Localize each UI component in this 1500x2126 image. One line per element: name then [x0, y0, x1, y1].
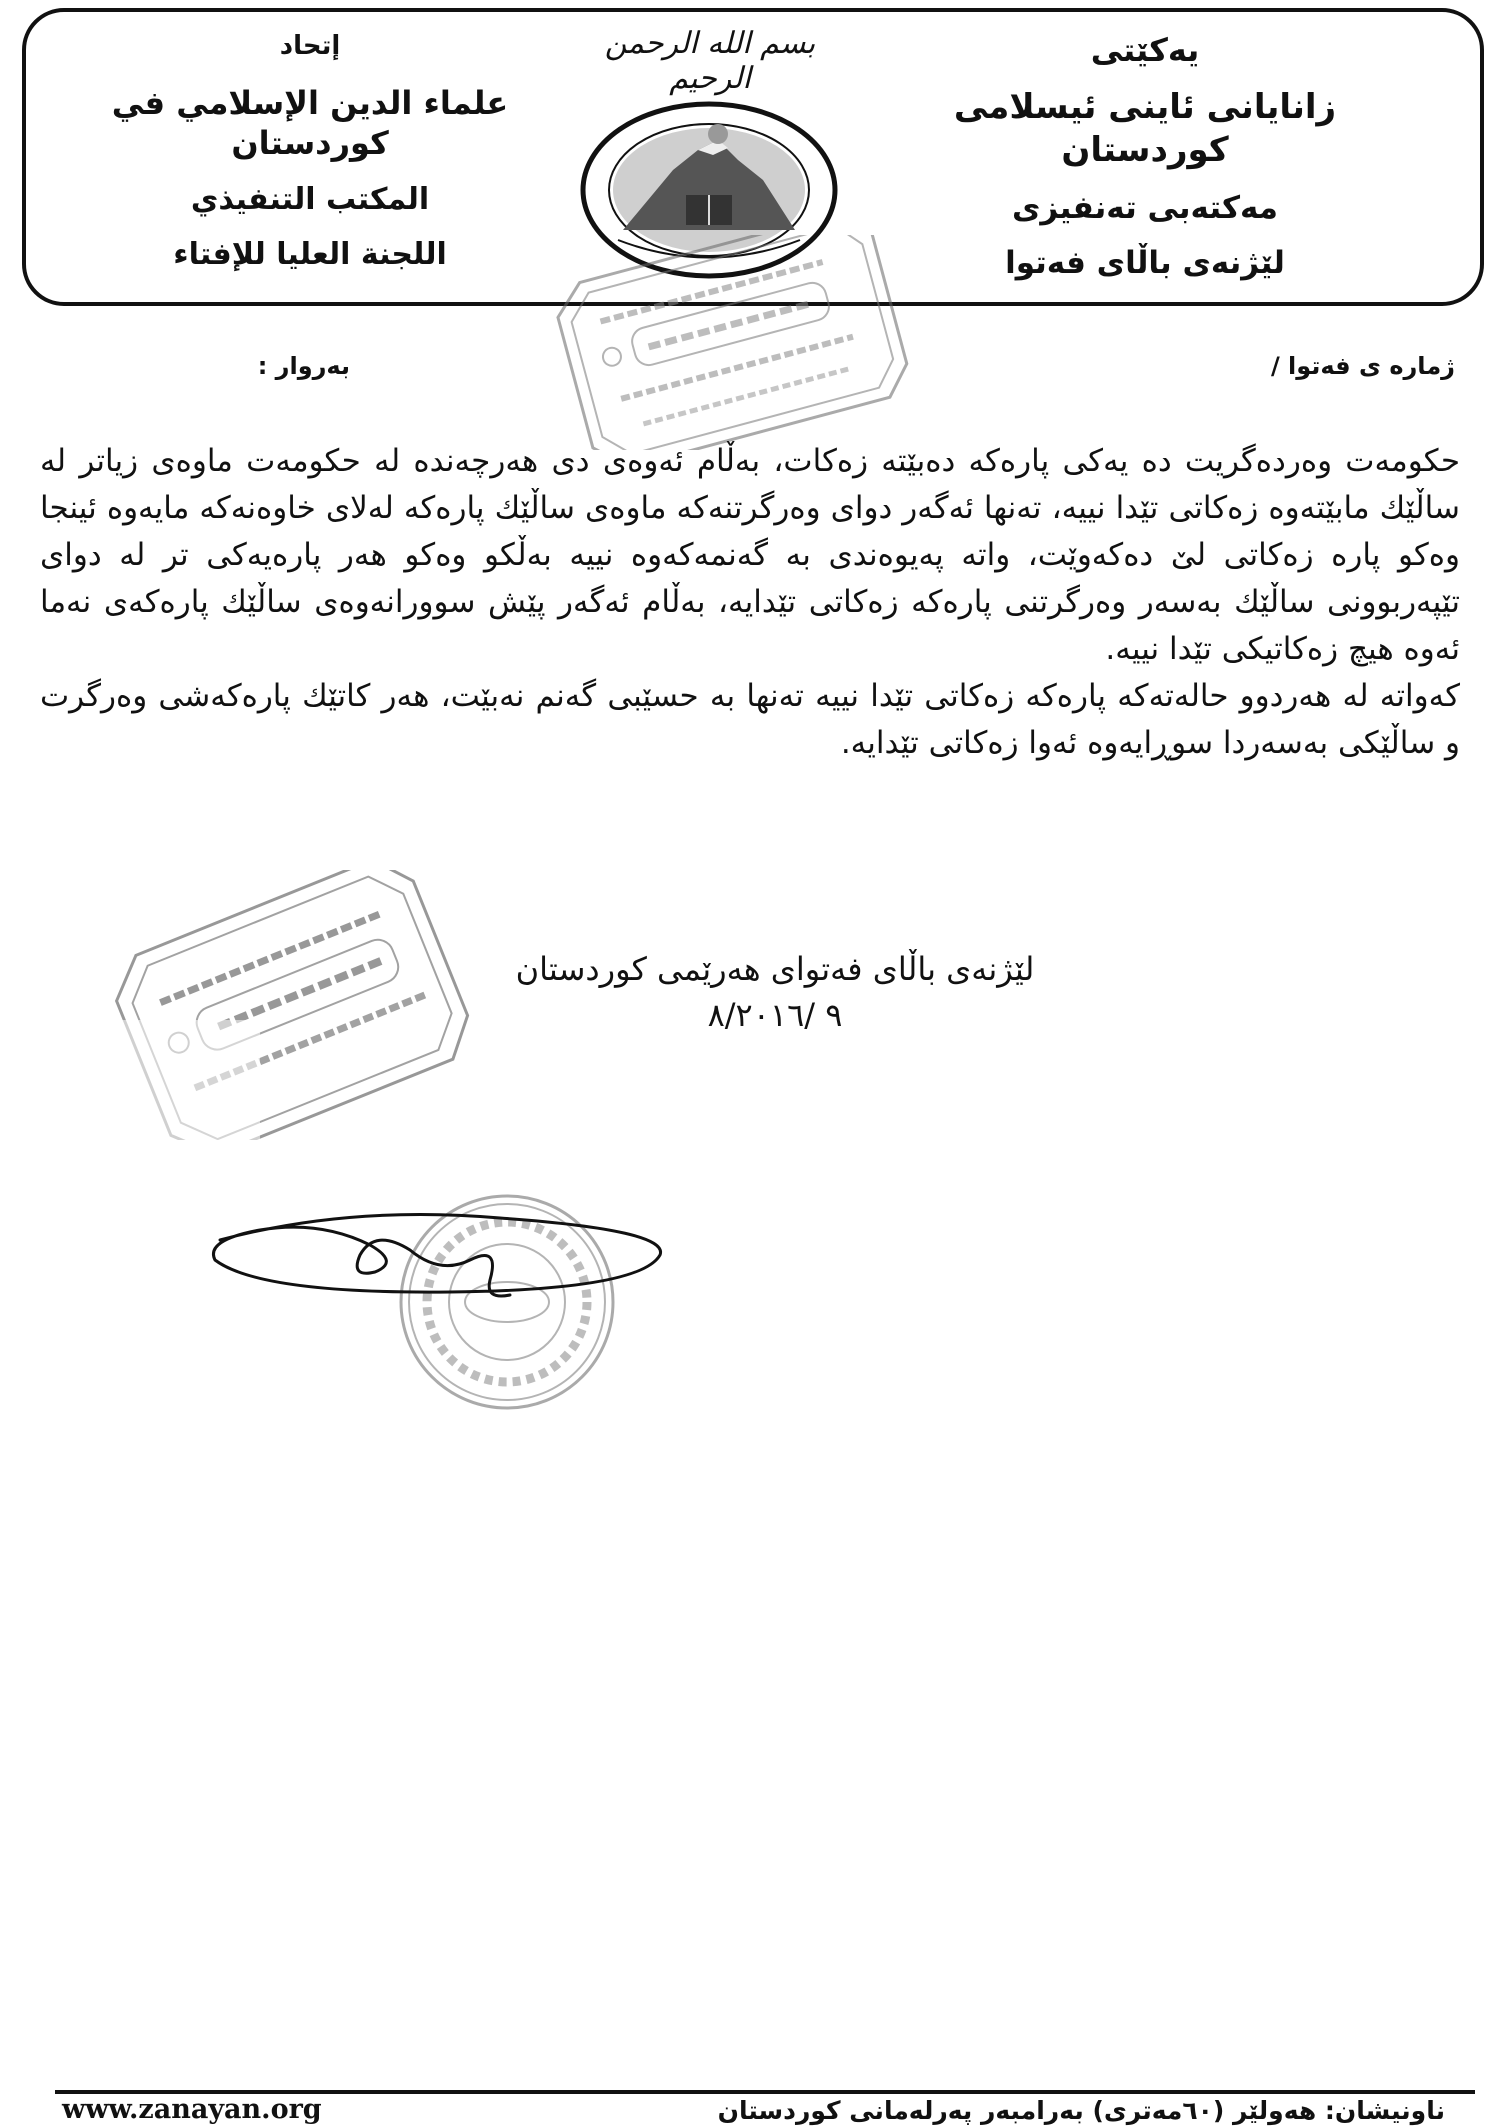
basmala-calligraphy: بسم الله الرحمن الرحيم [604, 26, 816, 96]
committee-signature-title: لێژنەی باڵای فەتوای هەرێمی کوردستان [515, 950, 1035, 988]
signature-date: ٩ /٨/٢٠١٦ [707, 996, 843, 1034]
committee-stamp-top [540, 235, 910, 450]
body-paragraph-1: حکومەت وەردەگریت دە یەکی پارەکە دەبێتە زەکات، بەڵام ئەوەی دی هەرچەندە لە حکومەت ماوەی زیاتر لە ساڵێك مابێتەوە زەکاتی تێدا نییە، تەنها ئەگەر دوای وەرگرتنەکە ماوەی ساڵێك پارەکە لەلای خاوەنەکە مایەوە ئینجا وەکو پارە زەکاتی لێ دەکەوێت، واتە پەیوەندی بە گەنمەکەوە نییە بەڵکو وەکو هەر پارەیەکی تر لە دوای تێپەربوونی ساڵێك بەسەر وەرگرتنی پارەکە زەکاتی تێدایە، بەڵام ئەگەر پێش سوورانەوەی ساڵێك پارەکەی نەما ئەوە هیچ زەکاتیکی تێدا نییە. [40, 443, 1460, 667]
arabic-line-2: علماء الدين الإسلامي في كوردستان [111, 83, 509, 162]
signature-block [450, 950, 1100, 1034]
arabic-line-1: إتحاد [279, 31, 341, 61]
letterhead-kurdish-block [885, 30, 1405, 283]
fatwa-body [40, 438, 1460, 767]
kurdish-line-4: لێژنەی باڵای فەتوا [1005, 244, 1285, 281]
handwritten-signature [200, 1200, 680, 1310]
date-label: بەروار : [257, 352, 350, 380]
kurdish-line-1: یەکێتی [1090, 31, 1200, 69]
kurdish-line-3: مەکتەبی تەنفیزی [1011, 190, 1278, 226]
fatwa-number-label: ژمارە ی فەتوا / [1270, 352, 1455, 380]
footer-address: ناونیشان: هەولێر (٦٠مەتری) بەرامبەر پەرلەمانی کوردستان [717, 2096, 1445, 2125]
committee-stamp-middle [90, 870, 470, 1140]
arabic-line-4: اللجنة العليا للإفتاء [173, 237, 447, 272]
kurdish-line-2: زانایانی ئاینی ئیسلامی کوردستان [953, 87, 1337, 170]
body-paragraph-2: کەواتە لە هەردوو حالەتەکە پارەکە زەکاتی تێدا نییە تەنها بە حسێبی گەنم نەبێت، هەر کاتێك پارەکەشی وەرگرت و ساڵێکی بەسەردا سوڕایەوە ئەوا زەکاتی تێدایە. [40, 678, 1460, 761]
letterhead-arabic-block [50, 30, 570, 274]
arabic-line-3: المكتب التنفيذي [190, 181, 430, 217]
footer-website: www.zanayan.org [62, 2094, 322, 2125]
